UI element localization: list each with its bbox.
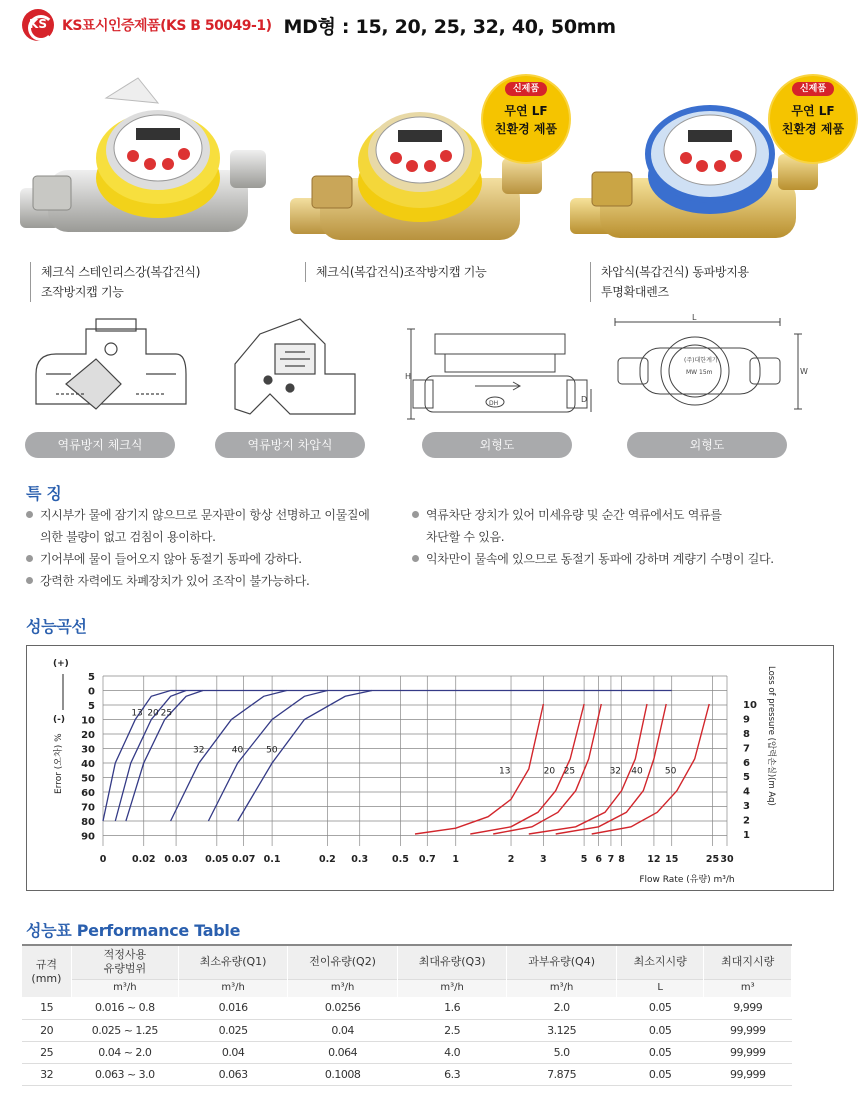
new-product-badge xyxy=(770,76,856,162)
product-caption xyxy=(590,262,749,302)
table-header-cell xyxy=(22,945,71,997)
right-tick-label: 3 xyxy=(743,801,750,813)
product-caption xyxy=(30,262,200,302)
drawing-outline-side xyxy=(405,314,595,428)
table-cell: 0.064 xyxy=(288,1041,398,1063)
pressure-series-label: 40 xyxy=(631,766,643,777)
dh-emblem: DH xyxy=(489,400,499,407)
x-tick-label: 0.2 xyxy=(318,854,336,865)
features-list-left xyxy=(26,504,406,592)
right-tick-label: 7 xyxy=(743,743,750,755)
y-tick-label: 0 xyxy=(88,686,95,698)
table-cell: 0.04 xyxy=(178,1041,288,1063)
error-series-line xyxy=(238,691,372,822)
new-product-badge xyxy=(483,76,569,162)
error-series-label: 25 xyxy=(160,708,173,719)
table-cell: 0.04 ~ 2.0 xyxy=(71,1041,178,1063)
header-line: 최소유량(Q1) xyxy=(199,955,267,969)
table-header-cell xyxy=(616,945,704,979)
error-series-label: 32 xyxy=(193,745,205,756)
x-tick-label: 0.05 xyxy=(205,854,229,865)
feature-item xyxy=(26,548,406,570)
unit-cell: m³/h xyxy=(507,979,617,997)
pressure-series-label: 50 xyxy=(664,766,677,777)
header-line: 최소지시량 xyxy=(633,955,687,969)
header-line: 전이유량(Q2) xyxy=(309,955,376,969)
x-tick-label: 2 xyxy=(507,854,515,865)
x-tick-label: 0.07 xyxy=(231,854,256,865)
y-tick-label: 20 xyxy=(81,730,95,741)
table-header-cell xyxy=(71,945,178,979)
drawing-label: 역류방지 체크식 xyxy=(25,432,175,458)
right-tick-label: 9 xyxy=(743,714,750,726)
header-line: 규격 xyxy=(35,957,58,971)
caption-line: 차압식(복갑건식) 동파방지용 xyxy=(601,265,749,279)
feature-line: 강력한 자력에도 차폐장치가 있어 조작이 불가능하다. xyxy=(40,574,310,588)
table-cell: 0.063 xyxy=(178,1063,288,1085)
table-cell: 0.1008 xyxy=(288,1063,398,1085)
error-series-line xyxy=(208,691,327,822)
table-cell: 7.875 xyxy=(507,1063,617,1085)
performance-chart-frame xyxy=(26,645,834,891)
badge-line1: 무연 LF xyxy=(504,104,548,118)
x-tick-label: 1 xyxy=(452,854,460,865)
table-cell: 99,999 xyxy=(704,1063,792,1085)
error-series-label: 20 xyxy=(147,708,159,719)
x-tick-label: 3 xyxy=(540,854,547,865)
table-header-row xyxy=(22,945,792,979)
table-cell: 25 xyxy=(22,1041,71,1063)
right-tick-label: 6 xyxy=(743,757,750,769)
features-list-right xyxy=(412,504,812,570)
table-units-row xyxy=(22,979,792,997)
x-tick-label: 0.7 xyxy=(418,854,436,865)
table-row xyxy=(22,1019,792,1041)
right-tick-label: 4 xyxy=(743,786,750,798)
x-axis-label: Flow Rate (유량) m³/h xyxy=(639,875,735,885)
feature-line: 차단할 수 있음. xyxy=(426,530,505,544)
x-tick-label: 7 xyxy=(607,854,615,865)
drawing-differential-type xyxy=(230,314,360,428)
error-series-label: 40 xyxy=(231,745,244,756)
error-series-label: 13 xyxy=(131,708,143,719)
unit-cell: m³/h xyxy=(288,979,398,997)
dim-label-h: H xyxy=(405,372,412,381)
badge-tag: 신제품 xyxy=(792,82,834,96)
x-tick-label: 0.5 xyxy=(392,854,409,865)
table-header-cell xyxy=(178,945,288,979)
x-tick-label: 0.02 xyxy=(132,854,156,865)
x-tick-label: 0.03 xyxy=(164,854,188,865)
feature-line: 의한 불량이 없고 검침이 용이하다. xyxy=(40,530,216,544)
table-cell: 3.125 xyxy=(507,1019,617,1041)
header-line: (mm) xyxy=(31,971,62,985)
right-tick-label: 10 xyxy=(743,700,757,711)
unit-cell: m³/h xyxy=(178,979,288,997)
pressure-series-label: 25 xyxy=(563,766,576,777)
drawing-outline-top xyxy=(600,314,810,428)
minus-label: (-) xyxy=(53,715,65,725)
table-cell: 0.025 ~ 1.25 xyxy=(71,1019,178,1041)
drawing-check-type xyxy=(26,314,196,428)
x-tick-label: 25 xyxy=(705,854,720,865)
table-cell: 0.05 xyxy=(616,1063,704,1085)
table-cell: 15 xyxy=(22,997,71,1019)
right-tick-label: 5 xyxy=(743,772,750,784)
header-line: 유량범위 xyxy=(103,962,147,976)
right-tick-label: 2 xyxy=(743,815,750,827)
right-tick-label: 1 xyxy=(743,830,750,841)
unit-cell: m³/h xyxy=(71,979,178,997)
y-tick-label: 80 xyxy=(81,817,95,828)
y-tick-label: 40 xyxy=(81,759,95,770)
feature-item xyxy=(26,570,406,592)
x-tick-label: 12 xyxy=(647,854,661,865)
drawing-label: 외형도 xyxy=(422,432,572,458)
y-tick-label: 30 xyxy=(81,744,95,756)
table-cell: 0.016 xyxy=(178,997,288,1019)
table-row xyxy=(22,997,792,1019)
feature-line: 익차만이 물속에 있으므로 동절기 동파에 강하며 계량기 수명이 길다. xyxy=(426,552,774,566)
y-tick-label: 10 xyxy=(81,715,95,727)
badge-tag: 신제품 xyxy=(505,82,547,96)
table-cell: 0.04 xyxy=(288,1019,398,1041)
y-tick-label: 60 xyxy=(81,788,95,799)
caption-line: 체크식(복갑건식)조작방지캡 기능 xyxy=(316,265,487,279)
ks-logo-text: KS xyxy=(29,17,47,31)
pressure-series-label: 32 xyxy=(609,766,622,777)
table-cell: 9,999 xyxy=(704,997,792,1019)
table-row xyxy=(22,1063,792,1085)
dim-label-d: D xyxy=(581,395,588,404)
header-line: 최대지시량 xyxy=(721,955,775,969)
table-cell: 32 xyxy=(22,1063,71,1085)
table-cell: 99,999 xyxy=(704,1041,792,1063)
table-title: 성능표 Performance Table xyxy=(26,921,241,940)
caption-line: 투명확대렌즈 xyxy=(601,285,669,299)
certification-text: KS표시인증제품(KS B 50049-1) xyxy=(62,18,272,34)
table-cell: 1.6 xyxy=(397,997,507,1019)
y-tick-label: 90 xyxy=(81,831,95,843)
emblem-model: MW 15m xyxy=(686,369,713,376)
dim-label-l: L xyxy=(692,314,697,322)
product-caption xyxy=(305,262,486,282)
table-cell: 0.0256 xyxy=(288,997,398,1019)
x-tick-label: 8 xyxy=(618,854,625,865)
table-cell: 20 xyxy=(22,1019,71,1041)
table-cell: 0.063 ~ 3.0 xyxy=(71,1063,178,1085)
table-header-cell xyxy=(507,945,617,979)
drawing-label: 역류방지 차압식 xyxy=(215,432,365,458)
feature-item xyxy=(26,504,406,548)
pressure-series-label: 13 xyxy=(499,766,511,777)
x-tick-label: 5 xyxy=(580,854,588,865)
table-body xyxy=(22,997,792,1085)
table-cell: 99,999 xyxy=(704,1019,792,1041)
page-title: MD형 : 15, 20, 25, 32, 40, 50mm xyxy=(283,15,616,38)
x-tick-label: 0.3 xyxy=(351,854,369,865)
feature-line: 역류차단 장치가 있어 미세유량 및 순간 역류에서도 역류를 xyxy=(426,508,722,522)
badge-line1: 무연 LF xyxy=(791,104,835,118)
plus-label: (+) xyxy=(53,659,69,669)
badge-line2: 친환경 제품 xyxy=(781,122,845,136)
feature-line: 지시부가 물에 잠기지 않으므로 문자판이 항상 선명하고 이물질에 xyxy=(40,508,370,522)
table-row xyxy=(22,1041,792,1063)
y-tick-label: 70 xyxy=(81,802,95,814)
product-photo-stainless xyxy=(8,58,278,258)
x-tick-label: 6 xyxy=(595,854,602,865)
table-cell: 0.05 xyxy=(616,1041,704,1063)
x-tick-label: 0 xyxy=(99,854,107,865)
unit-cell: m³ xyxy=(704,979,792,997)
x-tick-label: 30 xyxy=(720,854,734,865)
table-cell: 0.05 xyxy=(616,1019,704,1041)
performance-chart xyxy=(27,646,833,890)
x-tick-label: 15 xyxy=(665,854,679,865)
y-tick-label: 5 xyxy=(88,672,95,683)
right-tick-label: 8 xyxy=(743,728,750,740)
table-header-cell xyxy=(397,945,507,979)
pressure-series-label: 20 xyxy=(543,766,556,777)
header-line: 최대유량(Q3) xyxy=(418,955,486,969)
header-line: 과부유량(Q4) xyxy=(528,955,596,969)
x-tick-label: 0.1 xyxy=(263,854,281,865)
table-cell: 4.0 xyxy=(397,1041,507,1063)
table-cell: 0.05 xyxy=(616,997,704,1019)
dim-label-w: W xyxy=(800,367,808,376)
features-title: 특 징 xyxy=(26,484,62,503)
caption-line: 조작방지캡 기능 xyxy=(41,285,124,299)
y-tick-label: 5 xyxy=(88,701,95,712)
header-line: 적정사용 xyxy=(103,948,147,962)
unit-cell: m³/h xyxy=(397,979,507,997)
table-cell: 0.016 ~ 0.8 xyxy=(71,997,178,1019)
page-header xyxy=(22,8,616,42)
feature-line: 기어부에 물이 들어오지 않아 동절기 동파에 강하다. xyxy=(40,552,302,566)
badge-line2: 친환경 제품 xyxy=(494,122,558,136)
performance-table xyxy=(22,944,792,1086)
error-series-label: 50 xyxy=(266,745,278,756)
y-axis-label-left: Error (오차) % xyxy=(54,733,64,794)
ks-logo xyxy=(22,9,54,41)
unit-cell: L xyxy=(616,979,704,997)
table-cell: 2.5 xyxy=(397,1019,507,1041)
table-cell: 6.3 xyxy=(397,1063,507,1085)
caption-line: 체크식 스테인리스강(복갑건식) xyxy=(41,265,201,279)
error-series-line xyxy=(171,691,287,822)
table-cell: 0.025 xyxy=(178,1019,288,1041)
feature-item xyxy=(412,504,812,548)
feature-item xyxy=(412,548,812,570)
y-axis-label-right: Loss of pressure (압력손실)(m Aq) xyxy=(766,666,776,806)
drawing-label: 외형도 xyxy=(627,432,787,458)
pressure-series-line xyxy=(415,704,543,834)
y-tick-label: 50 xyxy=(81,773,95,785)
table-header-cell xyxy=(704,945,792,979)
table-header-cell xyxy=(288,945,398,979)
chart-section-title: 성능곡선 xyxy=(26,617,87,636)
table-cell: 2.0 xyxy=(507,997,617,1019)
emblem-maker: (주)대한계기 xyxy=(684,357,718,364)
table-cell: 5.0 xyxy=(507,1041,617,1063)
